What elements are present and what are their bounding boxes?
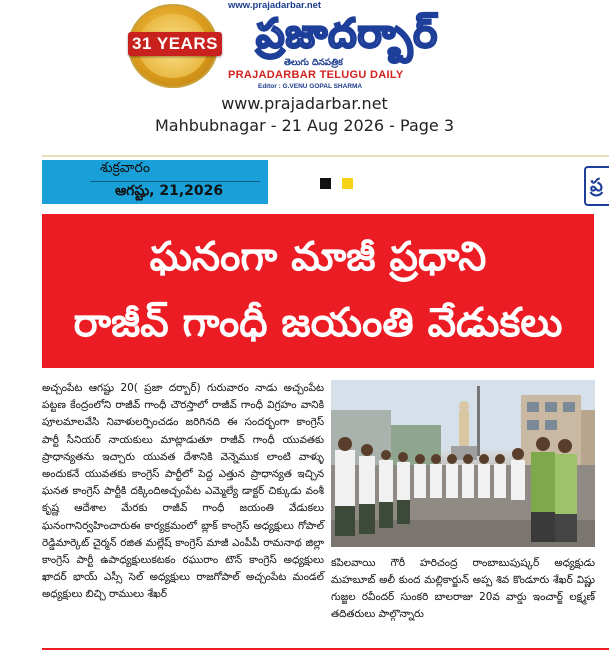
headline-line-2: రాజీవ్ గాంధీ జయంతి వేడుకలు	[73, 300, 563, 346]
logo-english-name: PRAJADARBAR TELUGU DAILY	[228, 69, 404, 81]
edition-info: Mahbubnagar - 21 Aug 2026 - Page 3	[154, 116, 455, 135]
date-text: ఆగష్టు, 21,2026	[115, 183, 224, 199]
logo-editor-line: Editor : G.VENU GOPAL SHARMA	[258, 83, 363, 90]
date-divider	[90, 181, 260, 182]
photo-caption: కపిలవాయి గౌరీ హరిచంద్ర రాంబాబుపుష్కర్ అధ్యక్షుడు మహబూబ్ అలీ కుంద మల్లికార్జున్ అప్ప శివ కొండూరు శేఖర్ విష్ణు గుజ్జల రవీందర్ సుంకరి బాలరాజు 20వ వార్డు ఇంచార్జ్ లక్ష్మణ్ తదితరులు పాల్గొన్నారు	[331, 557, 595, 620]
badge-ribbon: 31 YEARS	[128, 32, 222, 56]
photo-illustration	[331, 380, 595, 547]
headline-line-1: ఘనంగా మాజీ ప్రధాని	[149, 234, 487, 280]
newspaper-logo: ప్రజాదర్బార్	[255, 11, 439, 57]
yellow-square-icon	[342, 178, 353, 189]
headline-banner	[42, 214, 594, 368]
date-day: శుక్రవారం	[100, 160, 150, 176]
logo-tagline: తెలుగు దినపత్రిక	[284, 58, 343, 68]
news-photo	[331, 380, 595, 547]
bottom-rule	[42, 648, 609, 650]
page-frame-top	[42, 155, 609, 157]
article-body: అచ్చంపేట ఆగష్టు 20( ప్రజా దర్బార్) గురువారం నాడు అచ్చంపేట పట్టణ కేంద్రంలోని రాజీవ్ గాంధీ చౌరస్తాలో రాజీవ్ గాంధీ విగ్రహం వానికి పూలమాలవేసి నివాళులర్పించడం జరిగినది ఈ సందర్భంగా కాంగ్రెస్ పార్టీ సీనియర్ నాయకులు మాట్లాడుతూ రాజీవ్ గాంధీ యువతకు ప్రాధాన్యతను ఇచ్చారు యువత దేశానికి వెన్నెముక లాంటి వాళ్ళు అందుకనే యువతకు కాంగ్రెస్ పార్టీలో పెద్ద ఎత్తున ప్రాధాన్యత ఇచ్చిన ఘనత కాంగ్రెస్ పార్టీకి దక్కిందిఅచ్చంపేట ఎమ్మెల్యే డాక్టర్ చిక్కుడు వంశీ కృష్ణ ఆదేశాల మేరకు రాజీవ్ గాంధీ జయంతి వేడుకలు ఘనంగానిర్వహించారుఈ కార్యక్రమంలో బ్లాక్ కాంగ్రెస్ అధ్యక్షులు గోపాల్ రెడ్డిమార్కెట్ చైర్మన్ రజిత మల్లేష్ కాంగ్రెస్ మాజీ ఎంపీపీ రామనాథ జిల్లా కాంగ్రెస్ పార్టీ ఉపాధ్యక్షులుకటకం రఘురాం టౌన్ కాంగ్రెస్ అధ్యక్షులు ఖాదర్ భాయ్ ఎస్సీ సెల్ అధ్యక్షులు రాజగోపాల్ అచ్చంపేట మండల్ అధ్యక్షులు బిచ్చి రాములు శేఖర్	[42, 382, 324, 601]
site-url[interactable]: www.prajadarbar.net	[221, 94, 388, 113]
black-square-icon	[320, 178, 331, 189]
corner-logo-tab: ప్ర	[584, 166, 609, 206]
masthead-site-url[interactable]: www.prajadarbar.net	[228, 0, 322, 11]
